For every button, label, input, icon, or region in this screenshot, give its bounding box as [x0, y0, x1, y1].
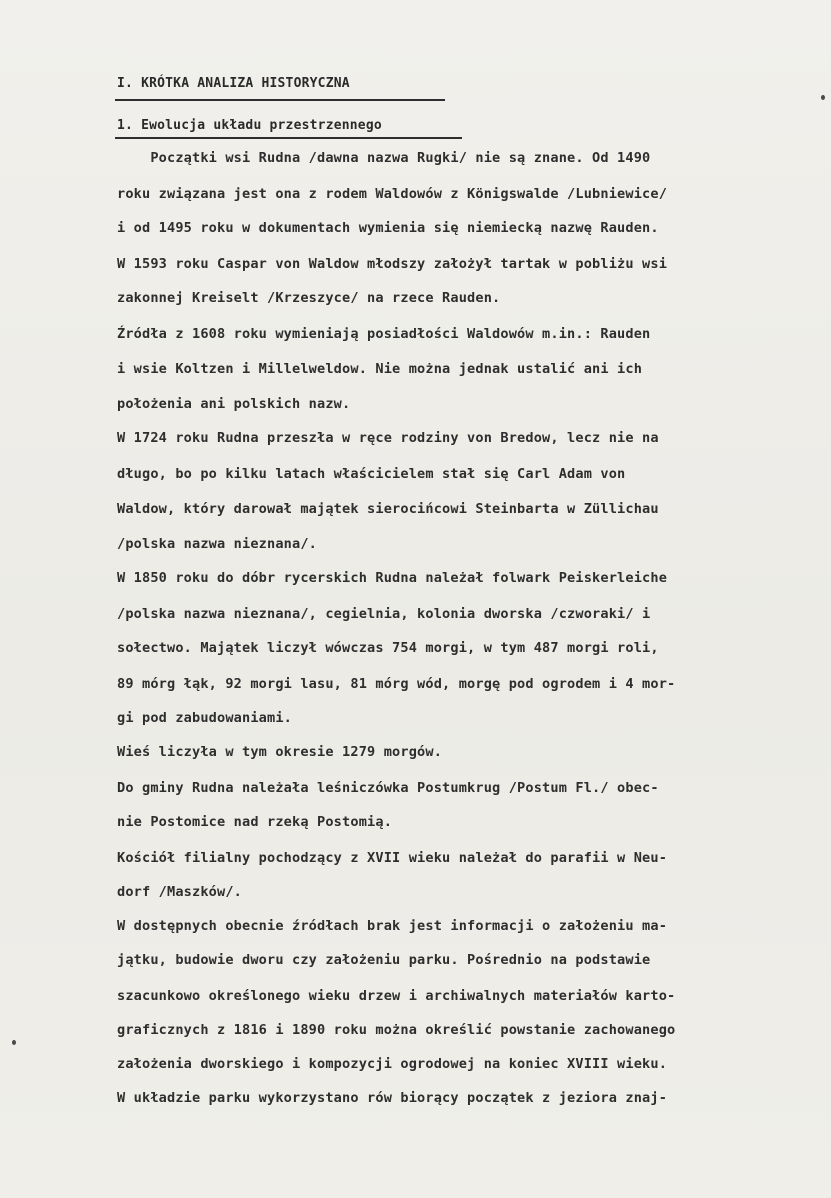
- text-line: W dostępnych obecnie źródłach brak jest informacji o założeniu ma-: [117, 918, 668, 934]
- text-line: założenia dworskiego i kompozycji ogrodowej na koniec XVIII wieku.: [117, 1056, 668, 1072]
- text-line: długo, bo po kilku latach właścicielem stał się Carl Adam von: [117, 466, 626, 482]
- page-mark: [12, 1040, 16, 1045]
- text-line: Waldow, który darował majątek sierocińcowi Steinbarta w Züllichau: [117, 501, 659, 517]
- text-line: sołectwo. Majątek liczył wówczas 754 morgi, w tym 487 morgi roli,: [117, 640, 659, 656]
- text-line: Początki wsi Rudna /dawna nazwa Rugki/ nie są znane. Od 1490: [117, 150, 651, 166]
- page-mark: [821, 95, 825, 100]
- text-line: 89 mórg łąk, 92 morgi lasu, 81 mórg wód, morgę pod ogrodem i 4 mor-: [117, 676, 676, 692]
- text-line: położenia ani polskich nazw.: [117, 396, 351, 412]
- heading-underline: [115, 99, 445, 101]
- text-line: W 1850 roku do dóbr rycerskich Rudna należał folwark Peiskerleiche: [117, 570, 668, 586]
- text-line: roku związana jest ona z rodem Waldowów z Königswalde /Lubniewice/: [117, 186, 668, 202]
- text-line: i od 1495 roku w dokumentach wymienia się niemiecką nazwę Rauden.: [117, 220, 659, 236]
- subheading-underline: [115, 137, 462, 139]
- text-line: nie Postomice nad rzeką Postomią.: [117, 814, 393, 830]
- text-line: Kościół filialny pochodzący z XVII wieku należał do parafii w Neu-: [117, 850, 668, 866]
- text-line: dorf /Maszków/.: [117, 884, 243, 900]
- subsection-heading: 1. Ewolucja układu przestrzennego: [117, 118, 382, 133]
- text-line: zakonnej Kreiselt /Krzeszyce/ na rzece Rauden.: [117, 290, 501, 306]
- text-line: W układzie parku wykorzystano rów biorący początek z jeziora znaj-: [117, 1090, 668, 1106]
- text-line: W 1593 roku Caspar von Waldow młodszy założył tartak w pobliżu wsi: [117, 256, 668, 272]
- text-line: szacunkowo określonego wieku drzew i archiwalnych materiałów karto-: [117, 988, 676, 1004]
- text-line: Źródła z 1608 roku wymieniają posiadłości Waldowów m.in.: Rauden: [117, 326, 651, 342]
- text-line: /polska nazwa nieznana/.: [117, 536, 318, 552]
- text-line: i wsie Koltzen i Millelweldow. Nie można jednak ustalić ani ich: [117, 361, 643, 377]
- text-line: W 1724 roku Rudna przeszła w ręce rodziny von Bredow, lecz nie na: [117, 430, 659, 446]
- text-line: graficznych z 1816 i 1890 roku można określić powstanie zachowanego: [117, 1022, 676, 1038]
- section-heading: I. KRÓTKA ANALIZA HISTORYCZNA: [117, 76, 350, 91]
- text-line: gi pod zabudowaniami.: [117, 710, 293, 726]
- text-line: /polska nazwa nieznana/, cegielnia, kolonia dworska /czworaki/ i: [117, 606, 651, 622]
- text-line: Wieś liczyła w tym okresie 1279 morgów.: [117, 744, 443, 760]
- text-line: Do gminy Rudna należała leśniczówka Postumkrug /Postum Fl./ obec-: [117, 780, 659, 796]
- text-line: jątku, budowie dworu czy założeniu parku. Pośrednio na podstawie: [117, 952, 651, 968]
